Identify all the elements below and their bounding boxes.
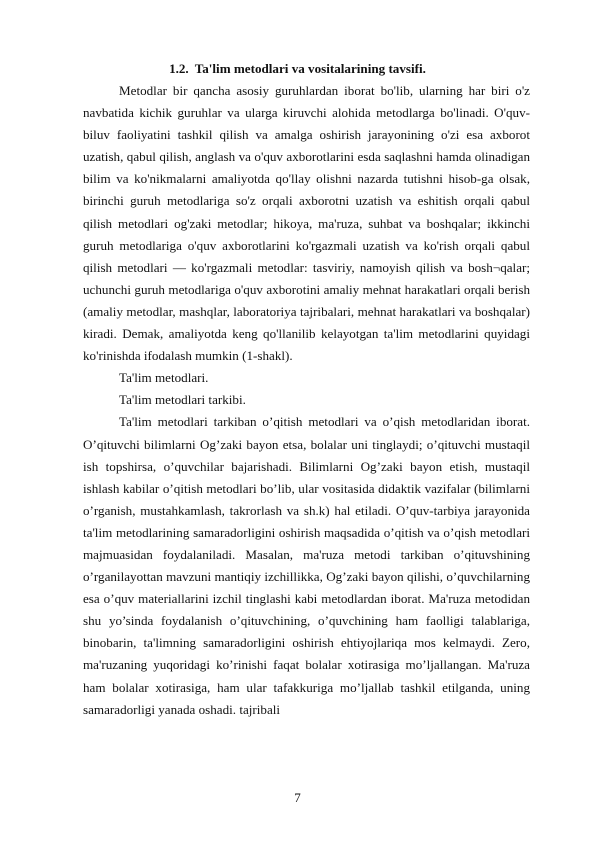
section-title: Ta'lim metodlari va vositalarining tavsifi.: [194, 61, 426, 76]
page-number: 7: [294, 790, 301, 805]
section-heading: [0, 58, 595, 80]
paragraph-methods-groups: Metodlar bir qancha asosiy guruhlardan iborat bo'lib, ularning har biri o'z navbatida kichik guruhlar va ularga kiruvchi alohida metodlarga bo'linadi. O'quv-biluv faoliyatini tashkil qilish va amalga oshirish jarayonining o'zi esa axborot uzatish, qabul qilish, anglash va o'quv axborotlarini esda saqlashni hamda olinadigan bilim va ko'nikmalarni amaliyotda qo'llay olishni nazarda tutishni hisob-ga olsak, birinchi guruh metodlariga so'z orqali axborotni uzatish va eshitish orqali qabul qilish metodlari og'zaki metodlar; hikoya, ma'ruza, suhbat va boshqalar; ikkinchi guruh metodlariga o'quv axborotlarini ko'rgazmali uzatish va ko'rish orqali qabul qilish metodlari — ko'rgazmali metodlar: tasviriy, namoyish qilish va bosh¬qalar; uchunchi guruh metodlariga o'quv axborotini amaliy mehnat harakatlari orqali berish (amaliy metodlar, mashqlar, laboratoriya tajribalari, mehnat harakatlari va boshqalar) kiradi. Demak, amaliyotda keng qo'llanilib kelayotgan ta'lim metodlarini quyidagi ko'rinishda ifodalash mumkin (1-shakl).: [83, 83, 530, 364]
paragraph-methods-composition: Ta'lim metodlari tarkiban o’qitish metodlari va o’qish metodlaridan iborat. O’qituvchi bilimlarni Og’zaki bayon etsa, bolalar uni tinglaydi; o’qituvchi mustaqil ish topshirsa, o’quvchilar bajarishadi. Bilimlarni Og’zaki bayon etish, mustaqil ishlash kabilar o’qitish metodlari bo’lib, ular vositasida didaktik vazifalar (bilimlarni o’rganish, mustahkamlash, takrorlash va sh.k) hal etiladi. O’quv-tarbiya jarayonida ta'lim metodlarining samaradorligini oshirish maqsadida o’qitish va o’qish metodlari majmuasidan foydalaniladi. Masalan, ma'ruza metodi tarkiban o’qituvshining o’rganilayottan mavzuni mantiqiy izchillikka, Og’zaki bayon qilishi, o’quvchilarning esa o’quv materiallarini izchil tinglashi kabi metodlardan iborat. Ma'ruza metodidan shu yo’sinda foydalanish o’qituvchining, o’quvchining ham faolligi talablariga, binobarin, ta'limning samaradorligini oshirish ehtiyojlariqa mos kelmaydi. Zero, ma'ruzaning yuqoridagi ko’rinishi faqat bolalar xotirasiga mo’ljallangan. Ma'ruza ham bolalar xotirasiga, ham ular tafakkuriga mo’ljallab tashkil etilganda, uning samaradorligi yanada oshadi. tajribali: [83, 414, 530, 717]
section-number: 1.2.: [169, 61, 189, 76]
body-text: [83, 80, 530, 721]
paragraph-methods-composition-label: Ta'lim metodlari tarkibi.: [119, 392, 246, 408]
paragraph-methods-label: Ta'lim metodlari.: [119, 370, 209, 386]
